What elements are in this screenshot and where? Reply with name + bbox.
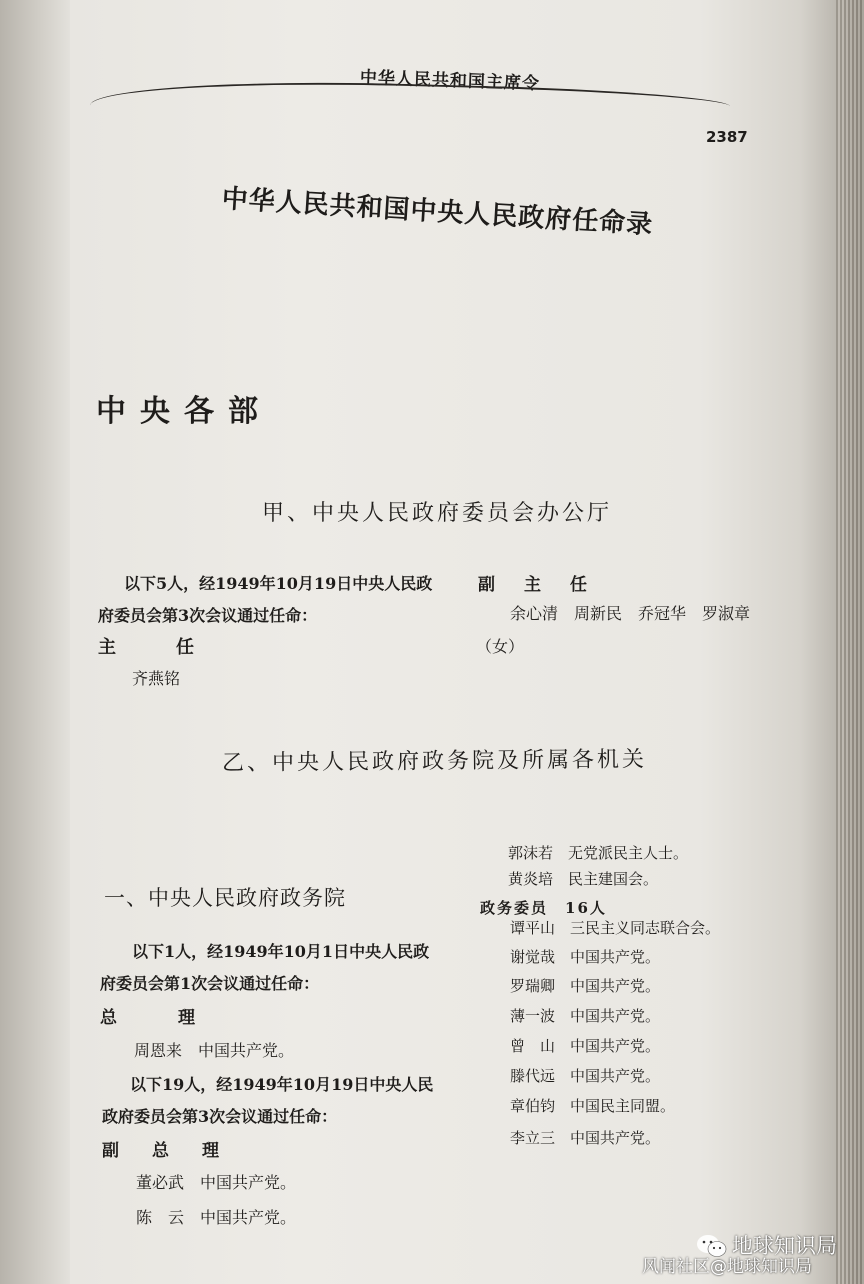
header-rule (90, 76, 731, 135)
book-gutter (0, 0, 70, 1284)
page-number: 2387 (706, 128, 748, 146)
council-member-entry: 滕代远 中国共产党。 (510, 1067, 661, 1085)
section-one-intro1-line2: 府委员会第1次会议通过任命： (100, 974, 320, 993)
watermark-credit: 风闻社区@地球知识局 (642, 1257, 812, 1277)
part-b-heading: 乙、中央人民政府政务院及所属各机关 (221, 747, 648, 776)
section-one-intro2-line1: 以下19人，经1949年10月19日中央人民 (130, 1075, 434, 1094)
vice-premier-entry: 陈 云 中国共产党。 (136, 1208, 297, 1227)
premier-entry: 周恩来 中国共产党。 (134, 1041, 295, 1060)
deputy-names: 余心清 周新民 乔冠华 罗淑章 (510, 604, 751, 623)
watermark-logo-text: 地球知识局 (732, 1234, 837, 1258)
post-deputy-director: 副 主 任 (478, 575, 593, 595)
part-a-intro-line1: 以下5人，经1949年10月19日中央人民政 (124, 574, 433, 593)
vice-premier-entry: 董必武 中国共产党。 (136, 1173, 297, 1192)
section-one-intro2-line2: 政府委员会第3次会议通过任命： (102, 1107, 338, 1126)
council-member-entry: 曾 山 中国共产党。 (510, 1037, 661, 1055)
right-vice-premier-entry: 黄炎培 民主建国会。 (508, 870, 659, 888)
post-premier: 总 理 (100, 1008, 204, 1028)
part-a-heading: 甲、中央人民政府委员会办公厅 (262, 501, 613, 526)
council-member-entry: 谭平山 三民主义同志联合会。 (510, 919, 721, 937)
council-member-entry: 章伯钧 中国民主同盟。 (510, 1097, 676, 1115)
section-one-heading: 一、中央人民政府政务院 (104, 886, 346, 910)
council-heading: 政务委员 16人 (480, 899, 607, 917)
council-member-entry: 谢觉哉 中国共产党。 (510, 948, 661, 966)
part-a-intro-line2: 府委员会第3次会议通过任命： (98, 606, 318, 625)
section-title: 中央各部 (96, 394, 272, 429)
council-member-entry: 李立三 中国共产党。 (510, 1129, 661, 1147)
council-member-entry: 罗瑞卿 中国共产党。 (510, 977, 661, 995)
council-member-entry: 薄一波 中国共产党。 (510, 1007, 661, 1025)
page-edges (836, 0, 864, 1284)
post-director: 主 任 (98, 637, 202, 658)
deputy-note: （女） (476, 637, 525, 656)
right-vice-premier-entry: 郭沫若 无党派民主人士。 (508, 844, 689, 862)
post-vice-premier: 副 总 理 (102, 1141, 227, 1161)
running-head: 中华人民共和国主席令 (359, 67, 541, 95)
section-one-intro1-line1: 以下1人，经1949年10月1日中央人民政 (132, 942, 430, 961)
main-title: 中华人民共和国中央人民政府任命录 (220, 184, 654, 241)
director-name: 齐燕铭 (132, 669, 181, 688)
